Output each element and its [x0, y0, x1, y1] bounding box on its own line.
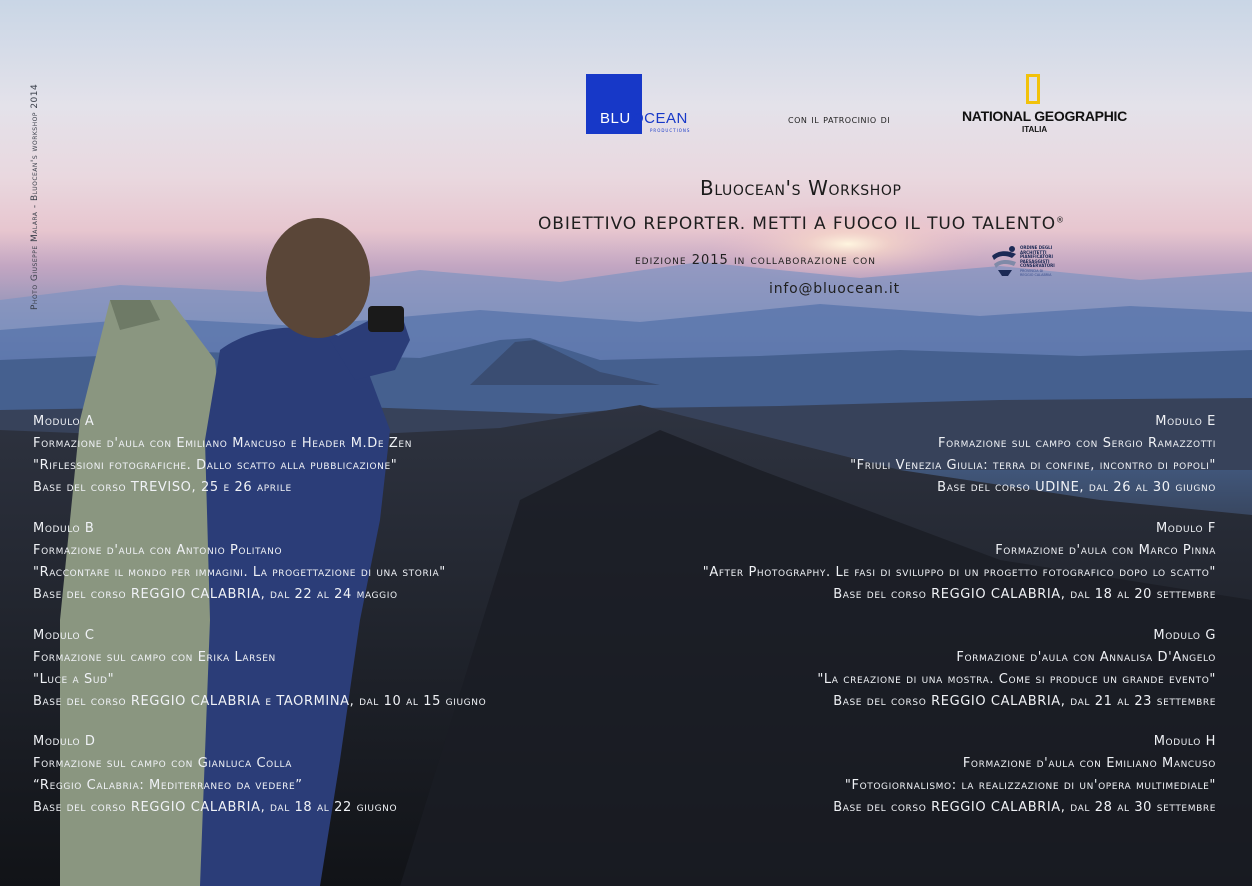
order-name — [1020, 246, 1055, 269]
yellow-frame-icon — [1026, 74, 1040, 104]
module-h — [656, 731, 1216, 819]
module-type: Formazione d'aula con Marco Pinna — [995, 543, 1216, 558]
module-base: Base del corso REGGIO CALABRIA, dal 22 al 24 maggio — [33, 587, 398, 602]
module-name: Modulo H — [1153, 734, 1216, 749]
module-name: Modulo F — [1155, 521, 1216, 536]
module-base: Base del corso REGGIO CALABRIA, dal 28 al 30 settembre — [833, 800, 1216, 815]
module-base: Base del corso REGGIO CALABRIA, dal 18 al 22 giugno — [33, 800, 398, 815]
module-name: Modulo D — [33, 734, 96, 749]
registered-mark: ® — [1055, 215, 1065, 225]
photo-credit: Photo Giuseppe Malara - Bluocean's workshop 2014 — [30, 83, 40, 310]
bluocean-logo-ocean: OCEAN — [632, 110, 688, 127]
order-line-3: PIANIFICATORI — [1020, 254, 1053, 260]
module-type: Formazione sul campo con Gianluca Colla — [33, 756, 293, 771]
module-type: Formazione d'aula con Emiliano Mancuso — [962, 756, 1216, 771]
order-line-5: CONSERVATORI — [1020, 263, 1055, 269]
module-topic: "La creazione di una mostra. Come si produce un grande evento" — [817, 672, 1216, 687]
edition-text: edizione 2015 in collaborazione con — [635, 253, 876, 268]
module-c — [33, 625, 593, 713]
module-topic: "Luce a Sud" — [33, 672, 115, 687]
national-geographic-name: NATIONAL GEOGRAPHIC — [962, 108, 1127, 124]
module-type: Formazione d'aula con Antonio Politano — [33, 543, 283, 558]
bluocean-logo-productions: PRODUCTIONS — [650, 128, 691, 133]
module-name: Modulo E — [1155, 414, 1216, 429]
national-geographic-logo — [960, 74, 1127, 136]
architects-order-logo — [990, 244, 1072, 278]
order-line-1: ORDINE DEGLI — [1020, 245, 1053, 250]
bluocean-logo-blu: BLU — [600, 110, 631, 127]
module-type: Formazione d'aula con Emiliano Mancuso e Header M.De Zen — [33, 436, 413, 451]
national-geographic-sub: ITALIA — [1022, 125, 1048, 134]
module-e — [656, 411, 1216, 499]
module-topic: "Riflessioni fotografiche. Dallo scatto alla pubblicazione" — [33, 458, 398, 473]
module-type: Formazione d'aula con Annalisa D'Angelo — [956, 650, 1216, 665]
module-base: Base del corso TREVISO, 25 e 26 aprile — [33, 480, 292, 495]
module-d — [33, 731, 593, 819]
module-name: Modulo A — [33, 414, 95, 429]
module-base: Base del corso REGGIO CALABRIA, dal 18 al 20 settembre — [833, 587, 1216, 602]
order-province — [1020, 270, 1051, 278]
module-name: Modulo B — [33, 521, 95, 536]
module-b — [33, 518, 593, 606]
contact-email[interactable]: info@bluocean.it — [769, 281, 900, 297]
order-line-6: PROVINCIA DI — [1020, 269, 1044, 273]
module-base: Base del corso REGGIO CALABRIA, dal 21 al 23 settembre — [833, 694, 1216, 709]
workshop-headline — [538, 214, 1065, 234]
module-f — [656, 518, 1216, 606]
module-name: Modulo C — [33, 628, 95, 643]
module-topic: "After Photography. Le fasi di sviluppo di un progetto fotografico dopo lo scatto" — [702, 565, 1216, 580]
module-g — [656, 625, 1216, 713]
module-a — [33, 411, 593, 499]
order-line-4: PAESAGGISTI — [1020, 258, 1050, 264]
bluocean-logo — [586, 74, 710, 134]
module-topic: "Fotogiornalismo: la realizzazione di un'opera multimediale" — [844, 778, 1216, 793]
workshop-title: Bluocean's Workshop — [700, 176, 902, 200]
module-type: Formazione sul campo con Sergio Ramazzotti — [938, 436, 1216, 451]
module-base: Base del corso UDINE, dal 26 al 30 giugno — [937, 480, 1216, 495]
module-topic: "Raccontare il mondo per immagini. La progettazione di una storia" — [33, 565, 446, 580]
headline-text: OBIETTIVO REPORTER. METTI A FUOCO IL TUO TALENTO — [538, 214, 1056, 234]
module-name: Modulo G — [1153, 628, 1216, 643]
patronage-text: con il patrocinio di — [788, 113, 891, 126]
module-type: Formazione sul campo con Erika Larsen — [33, 650, 276, 665]
order-line-2: ARCHITETTI — [1020, 249, 1047, 255]
order-emblem-icon — [990, 244, 1020, 278]
order-line-7: REGGIO CALABRIA — [1020, 272, 1052, 277]
module-topic: "Friuli Venezia Giulia: terra di confine, incontro di popoli" — [850, 458, 1216, 473]
module-topic: “Reggio Calabria: Mediterraneo da vedere” — [33, 778, 303, 793]
module-base: Base del corso REGGIO CALABRIA e TAORMINA, dal 10 al 15 giugno — [33, 694, 487, 709]
